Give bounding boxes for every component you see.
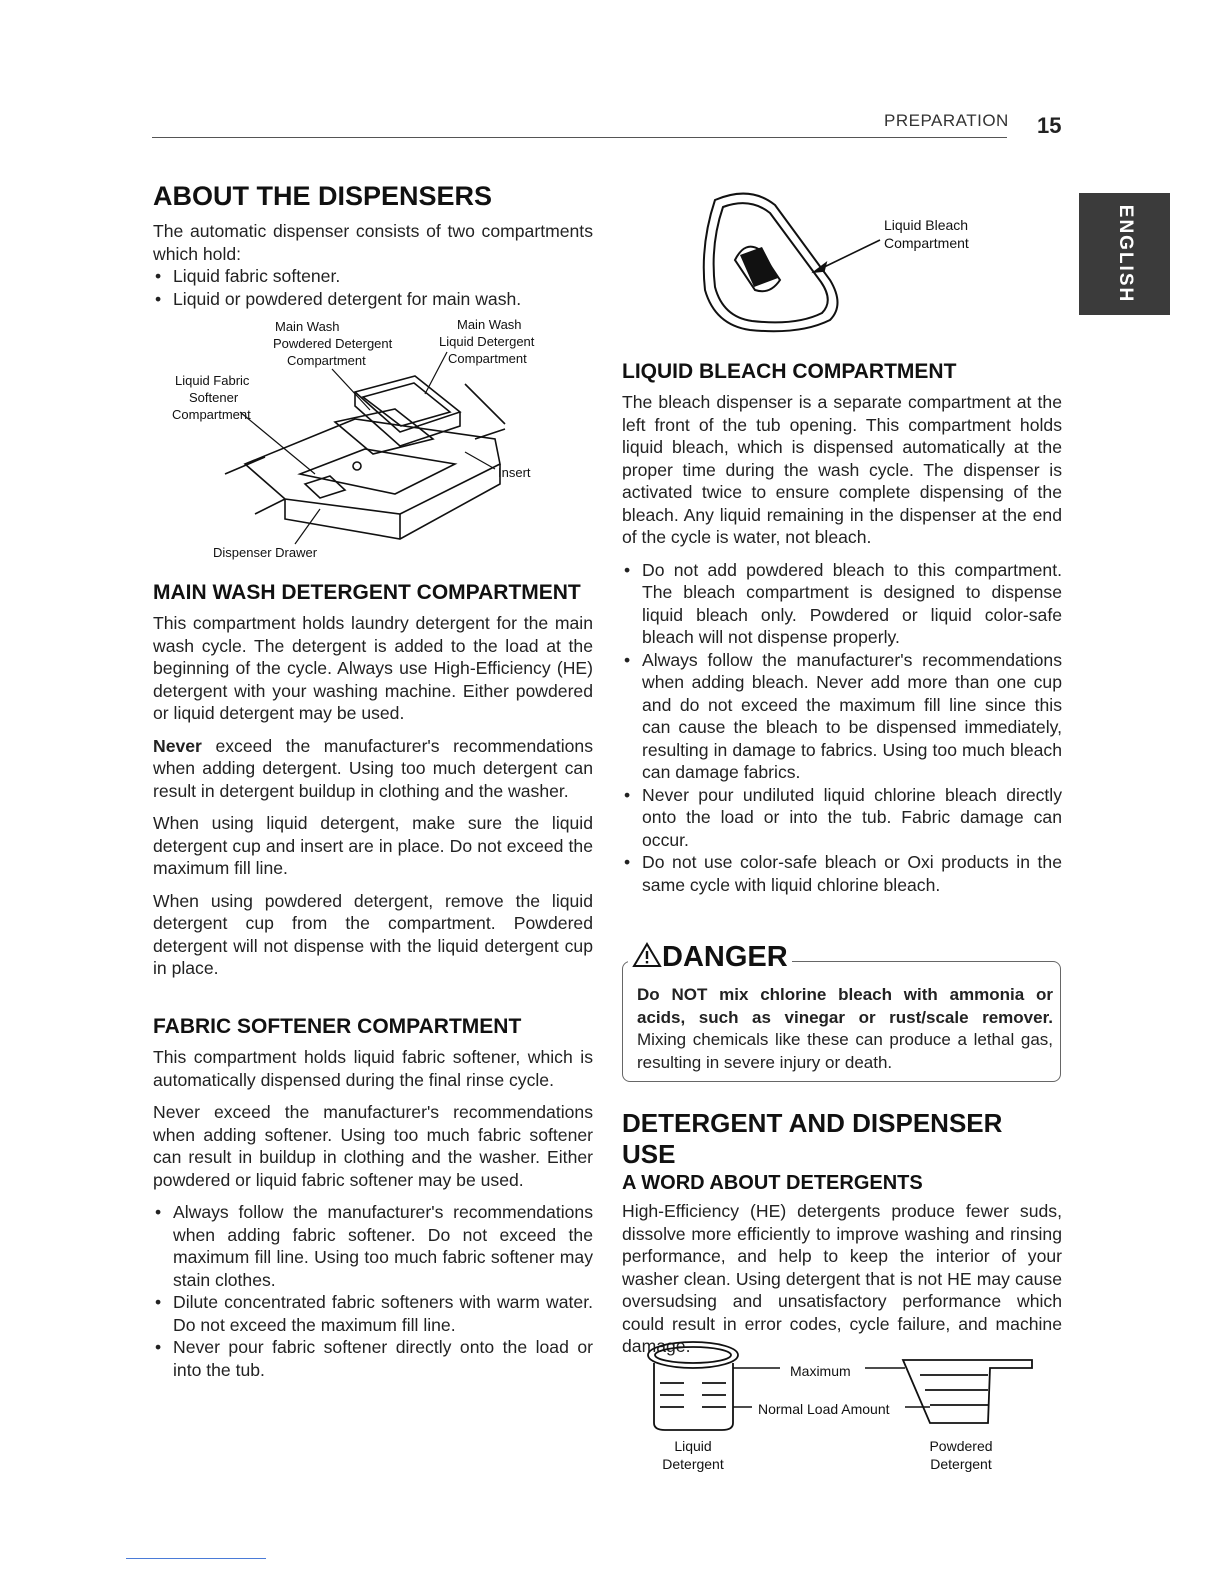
danger-message-text: Mixing chemicals like these can produce a lethal gas, resulting in severe injury or death. (637, 1030, 1053, 1072)
language-tab-label: ENGLISH (1114, 204, 1136, 304)
list-item: • Dilute concentrated fabric softeners with warm water. Do not exceed the maximum fill line. (153, 1291, 593, 1336)
list-item: • Liquid fabric softener. (153, 265, 593, 288)
fabric-softener-paragraph-1: This compartment holds liquid fabric softener, which is automatically dispensed during the final rinse cycle. (153, 1047, 593, 1090)
about-heading: ABOUT THE DISPENSERS (153, 181, 493, 211)
label-softener-line2: Softener (189, 390, 239, 405)
liquid-bleach-bullets (622, 559, 1062, 897)
main-wash-paragraph-2 (153, 735, 593, 803)
list-item: • Always follow the manufacturer's recommendations when adding bleach. Never add more than one cup and do not exceed the maximum fill line since this can cause the bleach to be dispensed immediately, resulting in damage to fabrics. Using too much bleach can damage fabrics. (622, 649, 1062, 784)
liquid-bleach-paragraph: The bleach dispenser is a separate compartment at the left front of the tub opening. This compartment holds liquid bleach, which is dispensed automatically at the proper time during the wash cycle. The dispenser is activated twice to ensure complete dispensing of the bleach. Any liquid remaining in the dispenser at the end of the cycle is water, not bleach. (622, 392, 1062, 547)
label-normal-load-amount: Normal Load Amount (758, 1401, 890, 1417)
page-number: 15 (1037, 113, 1062, 138)
bleach-compartment-diagram (690, 185, 990, 340)
list-item: • Never pour fabric softener directly onto the load or into the tub. (153, 1336, 593, 1381)
warning-triangle-icon (632, 942, 662, 968)
label-liquid-line1: Main Wash (457, 317, 522, 332)
label-bleach-line2: Compartment (884, 235, 969, 251)
label-softener-line1: Liquid Fabric (175, 373, 250, 388)
danger-heading (628, 941, 792, 974)
main-wash-paragraph-3: When using liquid detergent, make sure the liquid detergent cup and insert are in place. Do not exceed the maximum fill line. (153, 813, 593, 878)
list-item: • Always follow the manufacturer's recommendations when adding fabric softener. Do not exceed the maximum fill line. Using too much fabric softener may stain clothes. (153, 1201, 593, 1291)
label-liquid-line3: Compartment (448, 351, 527, 366)
footer-link-line (126, 1558, 266, 1559)
main-wash-heading: MAIN WASH DETERGENT COMPARTMENT (153, 581, 581, 604)
danger-title: DANGER (662, 941, 788, 973)
label-softener-line3: Compartment (172, 407, 251, 422)
list-item: • Do not add powdered bleach to this compartment. The bleach compartment is designed to dispense liquid bleach only. Powdered or liquid color-safe bleach will not dispense properly. (622, 559, 1062, 649)
list-item: • Never pour undiluted liquid chlorine bleach directly onto the load or into the tub. Fabric damage can occur. (622, 784, 1062, 852)
main-wash-paragraph-4: When using powdered detergent, remove the liquid detergent cup from the compartment. Powdered detergent will not dispense with the liquid detergent cup in place. (153, 890, 593, 978)
label-liquid-detergent-line2: Detergent (662, 1456, 724, 1472)
detergent-use-heading: DETERGENT AND DISPENSER USE (622, 1108, 1003, 1169)
detergents-paragraph: High-Efficiency (HE) detergents produce fewer suds, dissolve more efficiently to improve washing and rinsing performance, and help to keep the interior of your washer clean. Using detergent that is not HE may cause oversudsing and unsatisfactory performance which could result in error codes, cycle failure, and machine damage. (622, 1201, 1062, 1356)
label-powdered-line2: Powdered Detergent (273, 336, 393, 351)
label-powdered-line1: Main Wash (275, 319, 340, 334)
liquid-bleach-section (622, 360, 1062, 896)
danger-message (637, 984, 1053, 1074)
label-insert: Insert (498, 465, 531, 480)
label-liquid-line2: Liquid Detergent (439, 334, 535, 349)
about-intro: The automatic dispenser consists of two compartments which hold: (153, 221, 593, 264)
detergents-subheading: A WORD ABOUT DETERGENTS (622, 1172, 923, 1194)
bleach-compartment-illustration (690, 185, 990, 340)
section-title: PREPARATION (884, 111, 1009, 130)
liquid-bleach-heading: LIQUID BLEACH COMPARTMENT (622, 360, 957, 383)
list-item: • Liquid or powdered detergent for main wash. (153, 288, 593, 311)
fabric-softener-bullets (153, 1201, 593, 1381)
main-wash-section (153, 581, 593, 980)
about-section (153, 181, 593, 310)
fabric-softener-section (153, 1015, 593, 1381)
detergent-use-section (622, 1108, 1062, 1358)
label-liquid-detergent-line1: Liquid (674, 1438, 712, 1454)
header-divider (152, 137, 1007, 138)
label-maximum: Maximum (790, 1363, 851, 1379)
fabric-softener-heading: FABRIC SOFTENER COMPARTMENT (153, 1015, 522, 1038)
label-powdered-line3: Compartment (287, 353, 366, 368)
dispenser-drawer-diagram (165, 314, 565, 564)
about-bullets (153, 265, 593, 310)
detergent-cup-diagram (630, 1335, 1050, 1480)
main-wash-paragraph-2-text: exceed the manufacturer's recommendations when adding detergent. Using too much detergent can result in detergent buildup in clothing and the washer. (153, 735, 593, 801)
label-bleach-line1: Liquid Bleach (884, 217, 969, 233)
never-emphasis: Never (153, 735, 202, 756)
main-wash-paragraph-1: This compartment holds laundry detergent for the main wash cycle. The detergent is added to the load at the beginning of the cycle. Always use High-Efficiency (HE) detergent with your washing machine. Either powdered or liquid detergent may be used. (153, 613, 593, 723)
label-powdered-detergent-line2: Detergent (930, 1456, 992, 1472)
label-powdered-detergent-line1: Powdered (929, 1438, 993, 1454)
list-item: • Do not use color-safe bleach or Oxi products in the same cycle with liquid chlorine bleach. (622, 851, 1062, 896)
label-dispenser-drawer: Dispenser Drawer (213, 545, 318, 560)
language-tab (1079, 193, 1170, 315)
fabric-softener-paragraph-2: Never exceed the manufacturer's recommendations when adding softener. Using too much fabric softener can result in buildup in clothing and the washer. Either powdered or liquid fabric softener may be used. (153, 1102, 593, 1190)
danger-message-bold: Do NOT mix chlorine bleach with ammonia or acids, such as vinegar or rust/scale remover. (637, 985, 1053, 1027)
